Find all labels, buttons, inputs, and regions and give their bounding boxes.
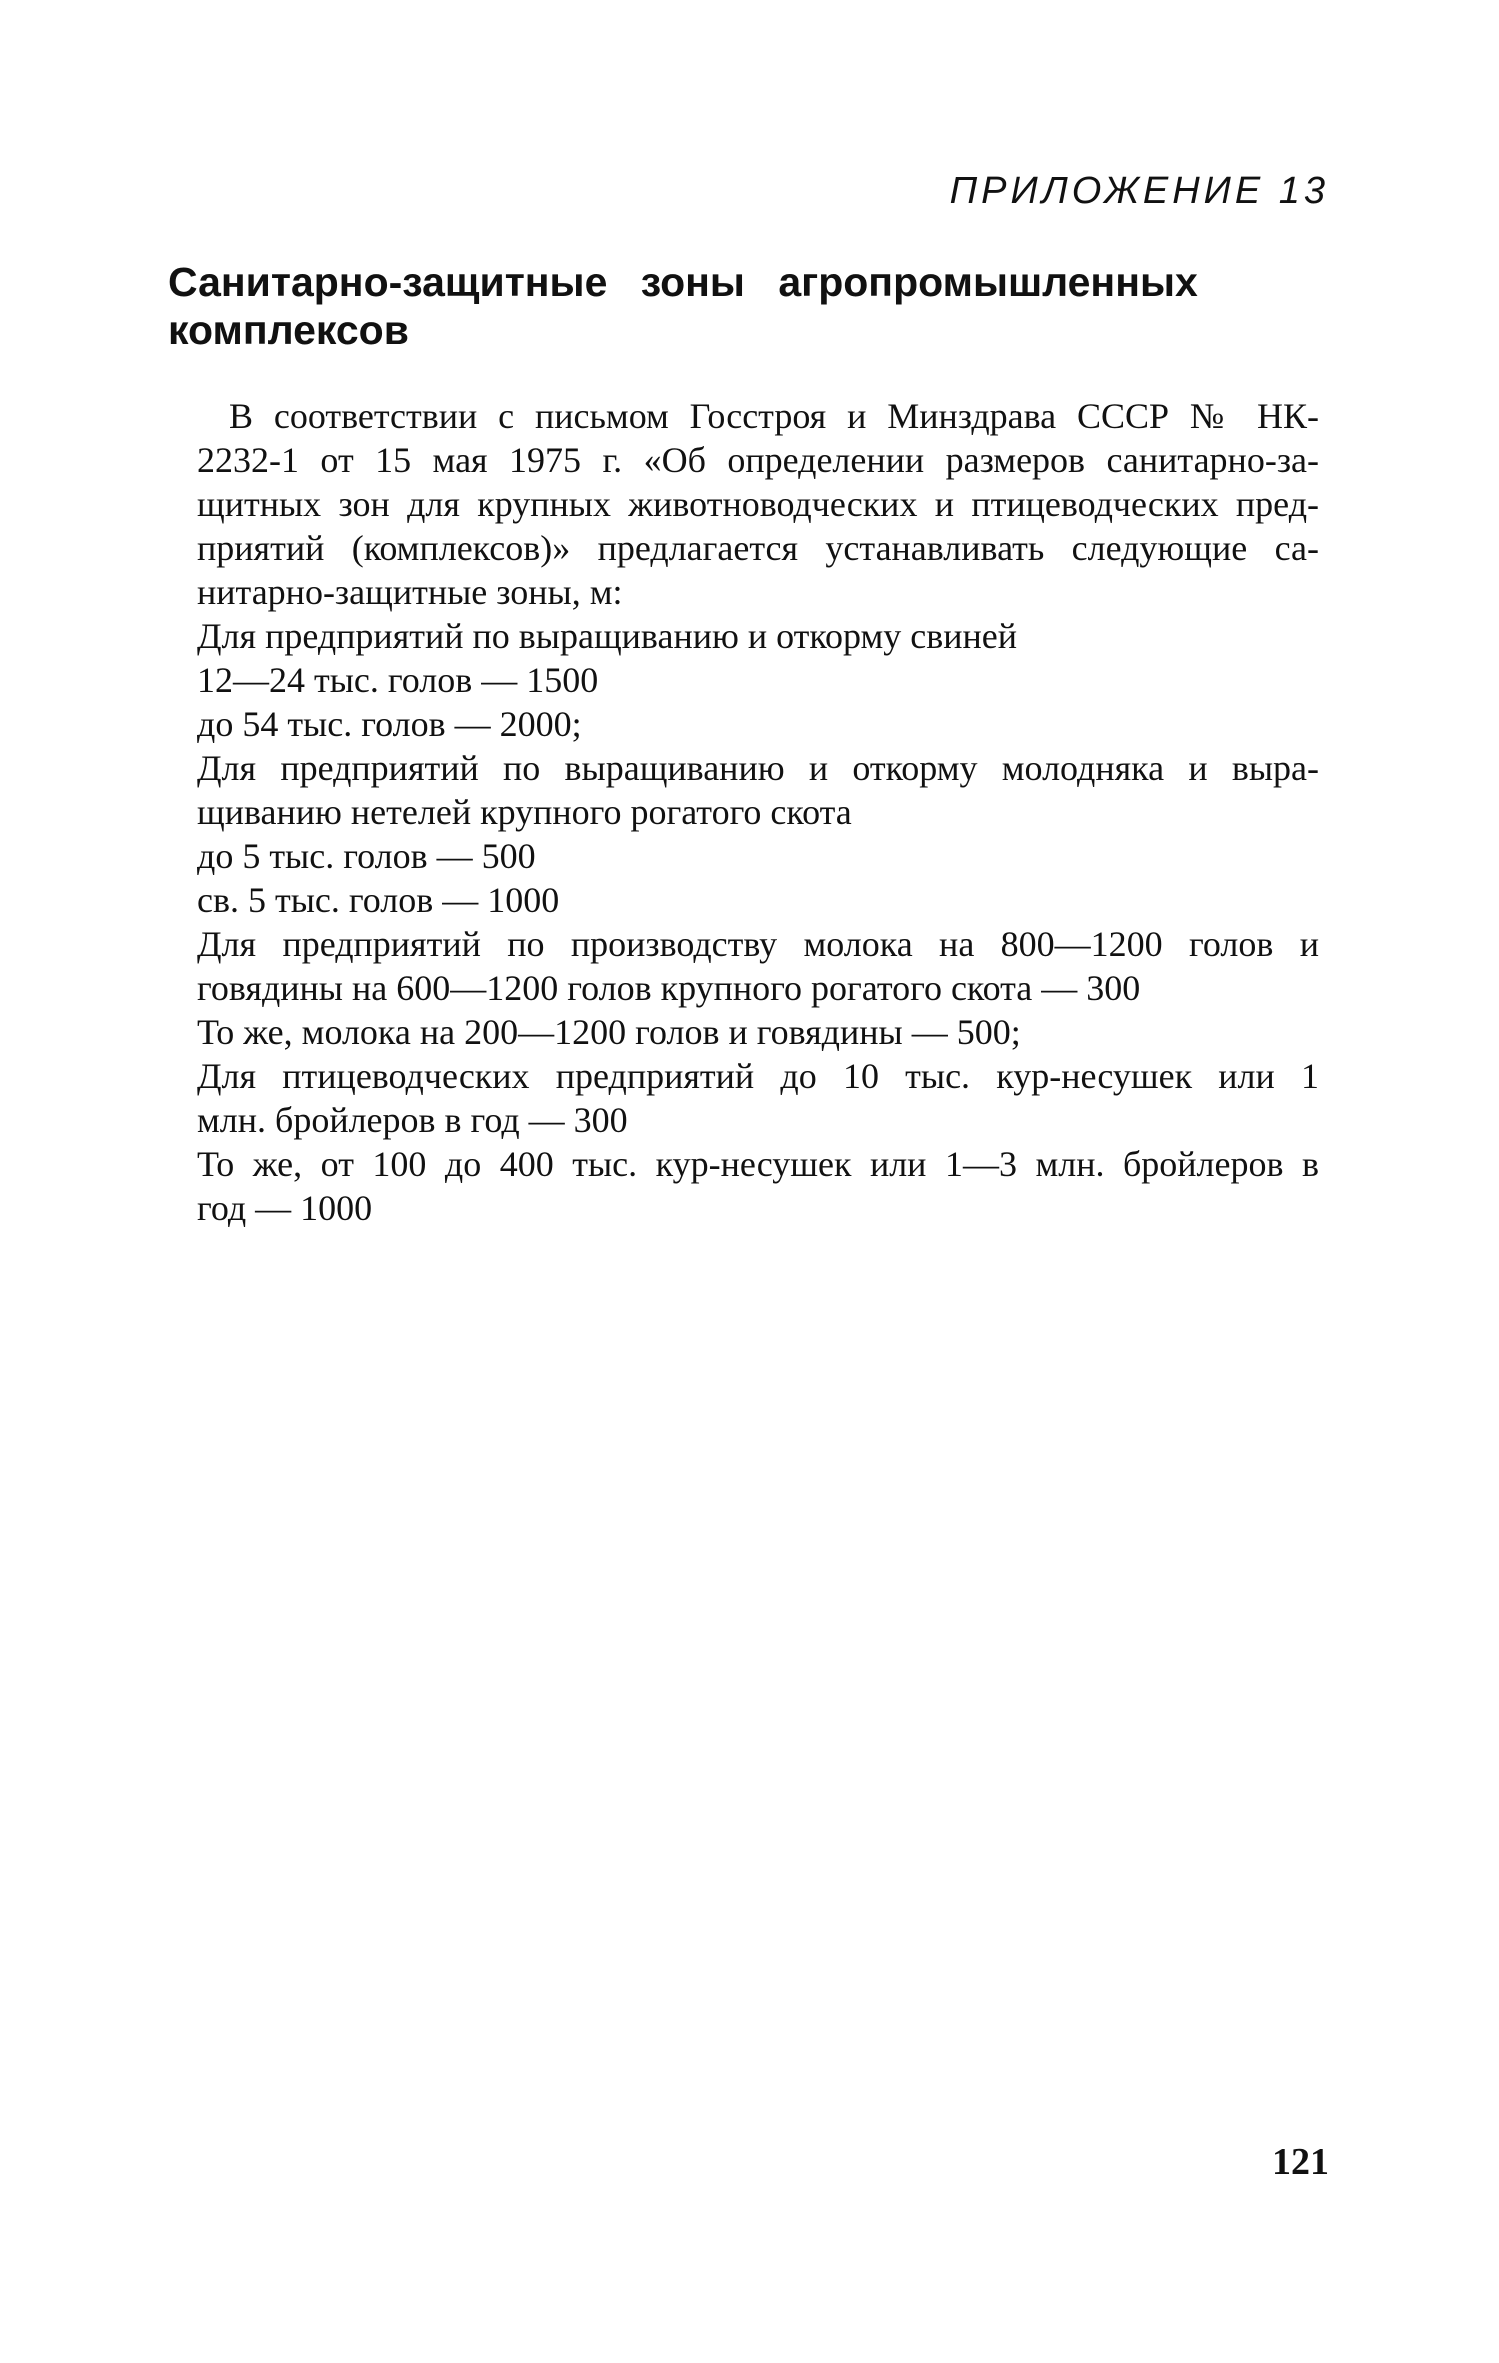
intro-line: 2232-1 от 15 мая 1975 г. «Об определении размеров санитарно-за- (197, 440, 1319, 480)
list-item-line: до 54 тыс. голов — 2000; (197, 704, 582, 744)
list-item-line: То же, молока на 200—1200 голов и говядины — 500; (197, 1012, 1021, 1052)
list-item (197, 834, 1319, 878)
section-title-line-2: комплексов (168, 307, 409, 353)
document-body (197, 394, 1319, 1230)
list-item (197, 658, 1319, 702)
intro-line: щитных зон для крупных животноводческих и птицеводческих пред- (197, 484, 1319, 524)
list-item-line: щиванию нетелей крупного рогатого скота (197, 792, 852, 832)
list-item-line: млн. бройлеров в год — 300 (197, 1100, 628, 1140)
intro-line: приятий (комплексов)» предлагается устанавливать следующие са- (197, 528, 1319, 568)
list-item-line: 12—24 тыс. голов — 1500 (197, 660, 599, 700)
page-number: 121 (1272, 2141, 1329, 2183)
intro-paragraph (197, 394, 1319, 614)
list-item-line: до 5 тыс. голов — 500 (197, 836, 536, 876)
appendix-label: ПРИЛОЖЕНИЕ 13 (949, 170, 1329, 212)
intro-line: В соответствии с письмом Госстроя и Минздрава СССР № НК- (229, 396, 1319, 436)
list-item (197, 746, 1319, 834)
list-item (197, 1142, 1319, 1230)
list-item-line: св. 5 тыс. голов — 1000 (197, 880, 560, 920)
section-title (168, 258, 1198, 354)
list-item-line: Для предприятий по выращиванию и откорму свиней (197, 616, 1018, 656)
list-item (197, 878, 1319, 922)
list-item (197, 702, 1319, 746)
list-item-line: То же, от 100 до 400 тыс. кур-несушек или 1—3 млн. бройлеров в (197, 1144, 1319, 1184)
list-item-line: Для предприятий по производству молока на 800—1200 голов и (197, 924, 1319, 964)
list-item (197, 614, 1319, 658)
list-item-line: говядины на 600—1200 голов крупного рогатого скота — 300 (197, 968, 1141, 1008)
list-item-line: Для птицеводческих предприятий до 10 тыс. кур-несушек или 1 (197, 1056, 1319, 1096)
list-item-line: Для предприятий по выращиванию и откорму молодняка и выра- (197, 748, 1319, 788)
list-item (197, 1010, 1319, 1054)
list-item-line: год — 1000 (197, 1188, 373, 1228)
list-item (197, 1054, 1319, 1142)
section-title-line-1: Санитарно-защитные зоны агропромышленных (168, 259, 1198, 305)
list-item (197, 922, 1319, 1010)
intro-line: нитарно-защитные зоны, м: (197, 572, 623, 612)
